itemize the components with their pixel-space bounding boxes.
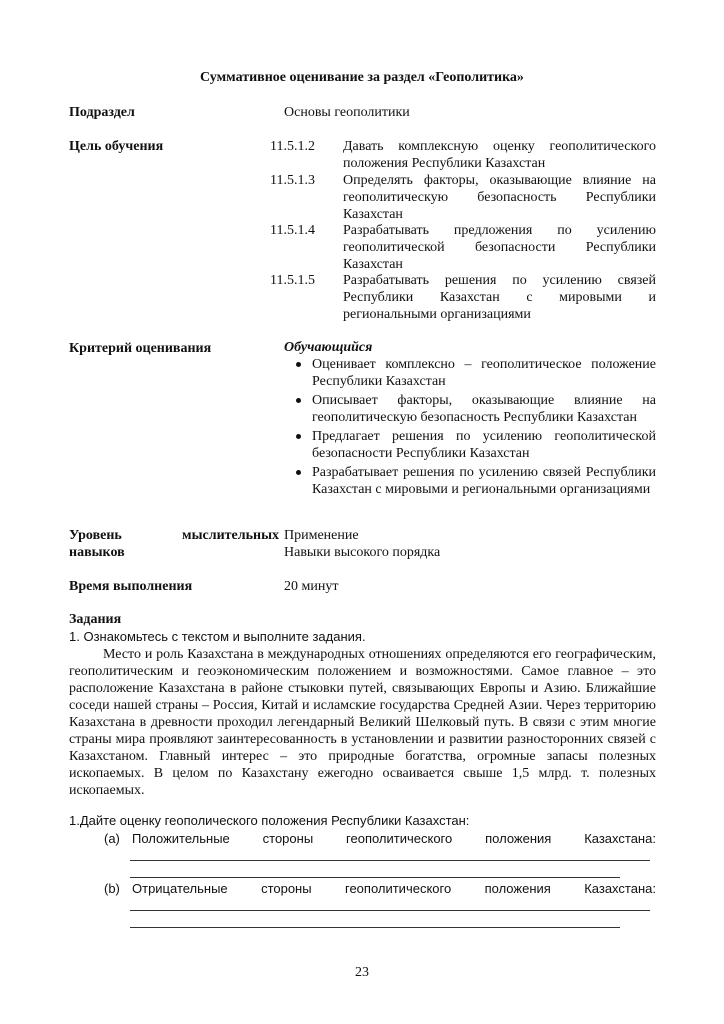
objective-text: Определять факторы, оказывающие влияние на геополитическую безопасность Республики Казахстан <box>343 173 656 222</box>
tasks-heading: Задания <box>69 612 122 627</box>
subsection-value: Основы геополитики <box>284 105 410 120</box>
objective-code: 11.5.1.4 <box>270 223 315 238</box>
skills-label <box>69 527 279 561</box>
objective-text: Разрабатывать решения по усилению связей Республики Казахстан с мировыми и региональными организациями <box>343 273 656 322</box>
part-text <box>132 830 656 847</box>
objective-text: Давать комплексную оценку геополитического положения Республики Казахстан <box>343 139 656 171</box>
criteria-label: Критерий оценивания <box>69 341 212 356</box>
part-word: Казахстана: <box>584 881 656 896</box>
part-word: геополитического <box>344 881 452 896</box>
question-text: 1.Дайте оценку геополического положения Республики Казахстан: <box>69 813 470 828</box>
part-word: стороны <box>261 881 312 896</box>
time-label: Время выполнения <box>69 579 193 594</box>
part-word: положения <box>484 881 551 896</box>
skills-label-word: мыслительных <box>182 528 279 543</box>
skills-value-1: Применение <box>284 528 359 543</box>
tasks-instruction: 1. Ознакомьтесь с текстом и выполните задания. <box>69 629 366 644</box>
criteria-heading: Обучающийся <box>284 340 373 355</box>
part-word: Положительные <box>132 831 230 846</box>
answer-line[interactable] <box>130 927 620 928</box>
skills-label-word: навыков <box>69 545 125 560</box>
subsection-label: Подраздел <box>69 105 135 120</box>
objective-text: Разрабатывать предложения по усилению геополитической безопасности Республики Казахстан <box>343 223 656 272</box>
criteria-item: Предлагает решения по усилению геополитической безопасности Республики Казахстан <box>284 428 656 462</box>
time-value: 20 минут <box>284 579 339 594</box>
part-word: Казахстана: <box>584 831 656 846</box>
objective-code: 11.5.1.5 <box>270 273 315 288</box>
part-marker: (b) <box>104 881 120 896</box>
answer-line[interactable] <box>130 860 650 861</box>
part-word: Отрицательные <box>132 881 228 896</box>
page-title: Суммативное оценивание за раздел «Геополитика» <box>200 70 524 85</box>
part-word: геополитического <box>346 831 453 846</box>
objective-code: 11.5.1.2 <box>270 139 315 154</box>
criteria-item: Разрабатывает решения по усилению связей Республики Казахстан с мировыми и региональными организациями <box>284 464 656 498</box>
part-word: стороны <box>262 831 314 846</box>
skills-label-word: Уровень <box>69 528 122 543</box>
part-text <box>132 880 656 897</box>
page-number: 23 <box>355 965 369 980</box>
criteria-item: Оценивает комплексно – геополитическое положение Республики Казахстан <box>284 356 656 390</box>
answer-line[interactable] <box>130 910 650 911</box>
part-word: положения <box>485 831 552 846</box>
answer-line[interactable] <box>130 877 620 878</box>
objectives-label: Цель обучения <box>69 139 164 154</box>
part-marker: (a) <box>104 831 120 846</box>
objective-code: 11.5.1.3 <box>270 173 315 188</box>
criteria-item: Описывает факторы, оказывающие влияние на геополитическую безопасность Республики Казахстан <box>284 392 656 426</box>
skills-value-2: Навыки высокого порядка <box>284 545 441 560</box>
tasks-passage: Место и роль Казахстана в международных отношениях определяются его географическим, геополитическим и геоэкономическим положением и возможностями. Самое главное – это расположение Казахстана в районе стыковки путей, связывающих Европы и Азию. Ближайшие соседи нашей страны – Россия, Китай и исламские государства Средней Азии. Через территорию Казахстана в древности проходил легендарный Великий Шелковый путь. В связи с этим многие страны мира проявляют заинтересованность в установлении и развитии разносторонних связей с Казахстаном. Главный интерес – это природные богатства, огромные запасы полезных ископаемых. В целом по Казахстану ежегодно осваивается свыше 1,5 млрд. т. полезных ископаемых. <box>69 647 656 798</box>
criteria-list <box>284 356 656 500</box>
